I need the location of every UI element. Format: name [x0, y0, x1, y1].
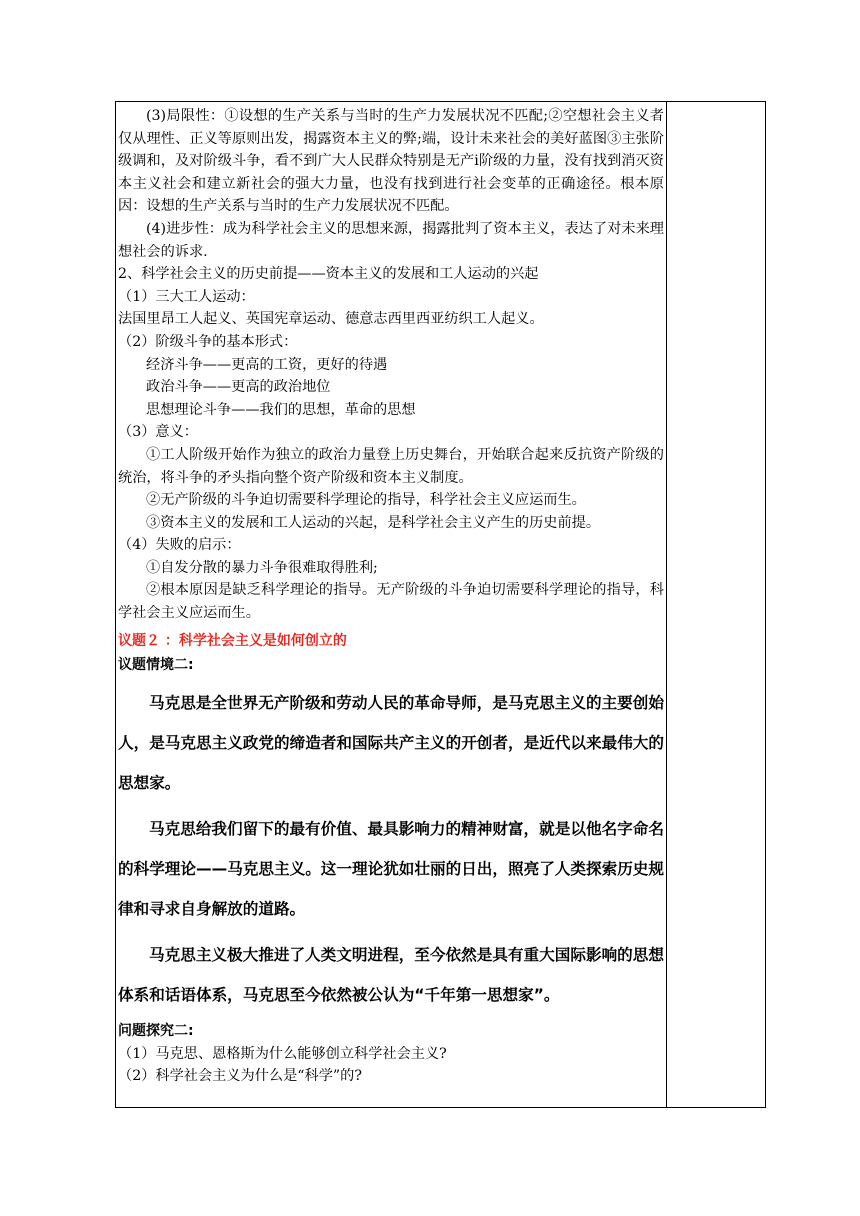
topic-2-title: 议题２ ：科学社会主义是如何创立的: [118, 632, 347, 649]
lesson-item: ②根本原因是缺乏科学理论的指导。无产阶级的斗争迫切需要科学理论的指导，科学社会主义应运而生。: [118, 582, 664, 622]
struggle-form-item: 思想理论斗争——我们的思想，革命的思想: [146, 401, 416, 418]
inquiry-question: （1）马克思、恩格斯为什么能够创立科学社会主义?: [118, 1045, 447, 1062]
scenario-paragraph: 马克思给我们留下的最有价值、最具影响力的精神财富，就是以他名字命名的科学理论——马克思主义。这一理论犹如壮丽的日出，照亮了人类探索历史规律和寻求自身解放的道路。: [118, 819, 664, 918]
lesson-item: ①自发分散的暴力斗争很难取得胜利;: [146, 559, 378, 576]
significance-item: ③资本主义的发展和工人运动的兴起，是科学社会主义产生的历史前提。: [146, 514, 601, 531]
scenario-label: 议题情境二:: [118, 656, 194, 673]
column-divider: [666, 102, 667, 1107]
limitations-paragraph: (3)局限性：①设想的生产关系与当时的生产力发展状况不匹配;②空想社会主义者仅从理性、正义等原则出发，揭露资本主义的弊;端，设计未来社会的美好蓝图③主张阶级调和，及对阶级斗争，看不到广大人民群众特别是无产ⅰ阶级的力量，没有找到消灭资本主义社会和建立新社会的强大力量，也没有找到进行社会变革的正确途径。根本原因：设想的生产关系与当时的生产力发展状况不匹配。: [118, 108, 664, 215]
struggle-form-item: 政治斗争——更高的政治地位: [146, 379, 331, 396]
progressiveness-paragraph: (4)进步性：成为科学社会主义的思想来源，揭露批判了资本主义，表达了对未来理想社会的诉求.: [118, 220, 664, 260]
section-heading-2: 2、科学社会主义的历史前提——资本主义的发展和工人运动的兴起: [118, 266, 539, 283]
subsection-4-title: （4）失败的启示：: [118, 537, 241, 554]
scenario-paragraph: 马克思是全世界无产阶级和劳动人民的革命导师，是马克思主义的主要创始人，是马克思主义政党的缔造者和国际共产主义的开创者，是近代以来最伟大的思想家。: [118, 693, 664, 792]
subsection-1-title: （1）三大工人运动：: [118, 288, 255, 305]
inquiry-label: 问题探究二:: [118, 1022, 194, 1039]
main-content-cell: [118, 105, 664, 1088]
document-table: [115, 101, 766, 1108]
significance-item: ①工人阶级开始作为独立的政治力量登上历史舞台，开始联合起来反抗资产阶级的统治，将斗争的矛头指向整个资产阶级和资本主义制度。: [118, 446, 664, 486]
subsection-1-text: 法国里昂工人起义、英国宪章运动、德意志西里西亚纺织工人起义。: [118, 311, 544, 328]
struggle-form-item: 经济斗争——更高的工资，更好的待遇: [146, 356, 388, 373]
significance-item: ②无产阶级的斗争迫切需要科学理论的指导，科学社会主义应运而生。: [146, 492, 586, 509]
subsection-3-title: （3）意义：: [118, 424, 198, 441]
scenario-paragraph: 马克思主义极大推进了人类文明进程，至今依然是具有重大国际影响的思想体系和话语体系，马克思至今依然被公认为“千年第一思想家”。: [118, 945, 664, 1004]
subsection-2-title: （2）阶级斗争的基本形式：: [118, 333, 298, 350]
inquiry-question: （2）科学社会主义为什么是“科学”的?: [118, 1068, 362, 1085]
